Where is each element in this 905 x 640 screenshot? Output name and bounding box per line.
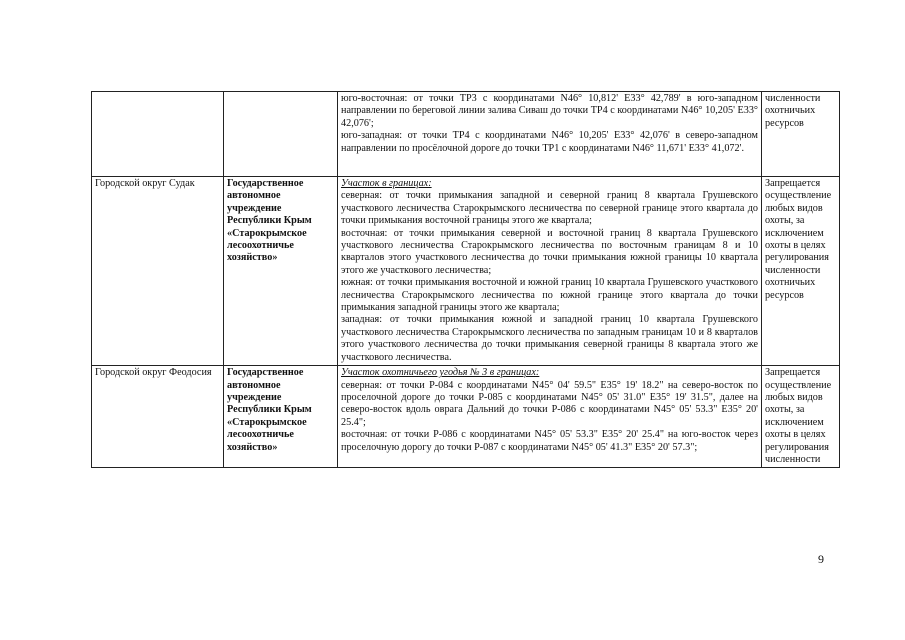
hunting-grounds-table bbox=[91, 91, 840, 468]
boundary-paragraph: юго-западная: от точки ТР4 с координатами N46° 10,205' E33° 42,076' в северо-западном направлении по просёлочной дороге до точки ТР1 с координатами N46° 11,671' E33° 41,072'. bbox=[341, 130, 758, 154]
organization-cell: Государственное автономное учреждение Республики Крым «Старокрымское лесоохотничье хозяйство» bbox=[224, 366, 338, 468]
organization-cell: Государственное автономное учреждение Республики Крым «Старокрымское лесоохотничье хозяйство» bbox=[224, 177, 338, 366]
table-row bbox=[92, 366, 840, 468]
boundary-paragraph: южная: от точки примыкания восточной и южной границ 10 квартала Грушевского участкового лесничества Старокрымского лесничества по южной границе этого квартала до точки примыкания западной границы этого же квартала; bbox=[341, 277, 758, 314]
district-cell bbox=[92, 92, 224, 177]
organization-cell bbox=[224, 92, 338, 177]
district-cell: Городской округ Феодосия bbox=[92, 366, 224, 468]
boundary-paragraph: западная: от точки примыкания южной и западной границ 10 квартала Грушевского участкового лесничества Старокрымского лесничества по западным границам 10 и 8 кварталов этого участкового лесничества до точки примыкания северной границы 8 квартала этого же участкового лесничества. bbox=[341, 314, 758, 363]
boundary-paragraph: северная: от точки Р-084 с координатами N45° 04' 59.5" E35° 19' 18.2" на северо-восток по проселочной дороге до точки Р-085 с координатами N45° 05' 31.0" E35° 19' 31.5", далее на северо-восток вдоль оврага Дальний до точки Р-086 с координатами N45° 05' 53.3" E35° 20' 25.4"; bbox=[341, 379, 758, 428]
restriction-cell: Запрещается осуществление любых видов охоты, за исключением охоты в целях регулирования численности охотничьих ресурсов bbox=[762, 177, 840, 366]
boundary-description-cell bbox=[338, 177, 762, 366]
boundary-paragraph: восточная: от точки Р-086 с координатами N45° 05' 53.3" E35° 20' 25.4" на юго-восток через проселочную дорогу до точки Р-087 с координатами N45° 05' 41.3" E35° 20' 57.3"; bbox=[341, 429, 758, 453]
section-heading: Участок охотничьего угодья № 3 в границах: bbox=[341, 367, 540, 379]
page-number: 9 bbox=[818, 552, 824, 566]
boundary-paragraph: северная: от точки примыкания западной и северной границ 8 квартала Грушевского участкового лесничества Старокрымского лесничества по северной границе этого квартала до точки примыкания восточной границы этого же квартала; bbox=[341, 190, 758, 227]
table-row bbox=[92, 177, 840, 366]
table-row bbox=[92, 92, 840, 177]
restriction-cell: численности охотничьих ресурсов bbox=[762, 92, 840, 177]
restriction-cell: Запрещается осуществление любых видов охоты, за исключением охоты в целях регулирования численности bbox=[762, 366, 840, 468]
district-cell: Городской округ Судак bbox=[92, 177, 224, 366]
boundary-paragraph: юго-восточная: от точки ТР3 с координатами N46° 10,812' E33° 42,789' в юго-западном направлении по береговой линии залива Сиваш до точки ТР4 с координатами N46° 10,205' E33° 42,076'; bbox=[341, 93, 758, 129]
boundary-description-cell bbox=[338, 92, 762, 177]
section-heading: Участок в границах: bbox=[341, 178, 432, 189]
boundary-paragraph: восточная: от точки примыкания северной и восточной границ 8 квартала Грушевского участкового лесничества Старокрымского лесничества по восточным границам 8 и 10 кварталов этого участкового лесничества до точки примыкания южной границы 10 квартала этого же участкового лесничества; bbox=[341, 227, 758, 276]
boundary-description-cell bbox=[338, 366, 762, 468]
